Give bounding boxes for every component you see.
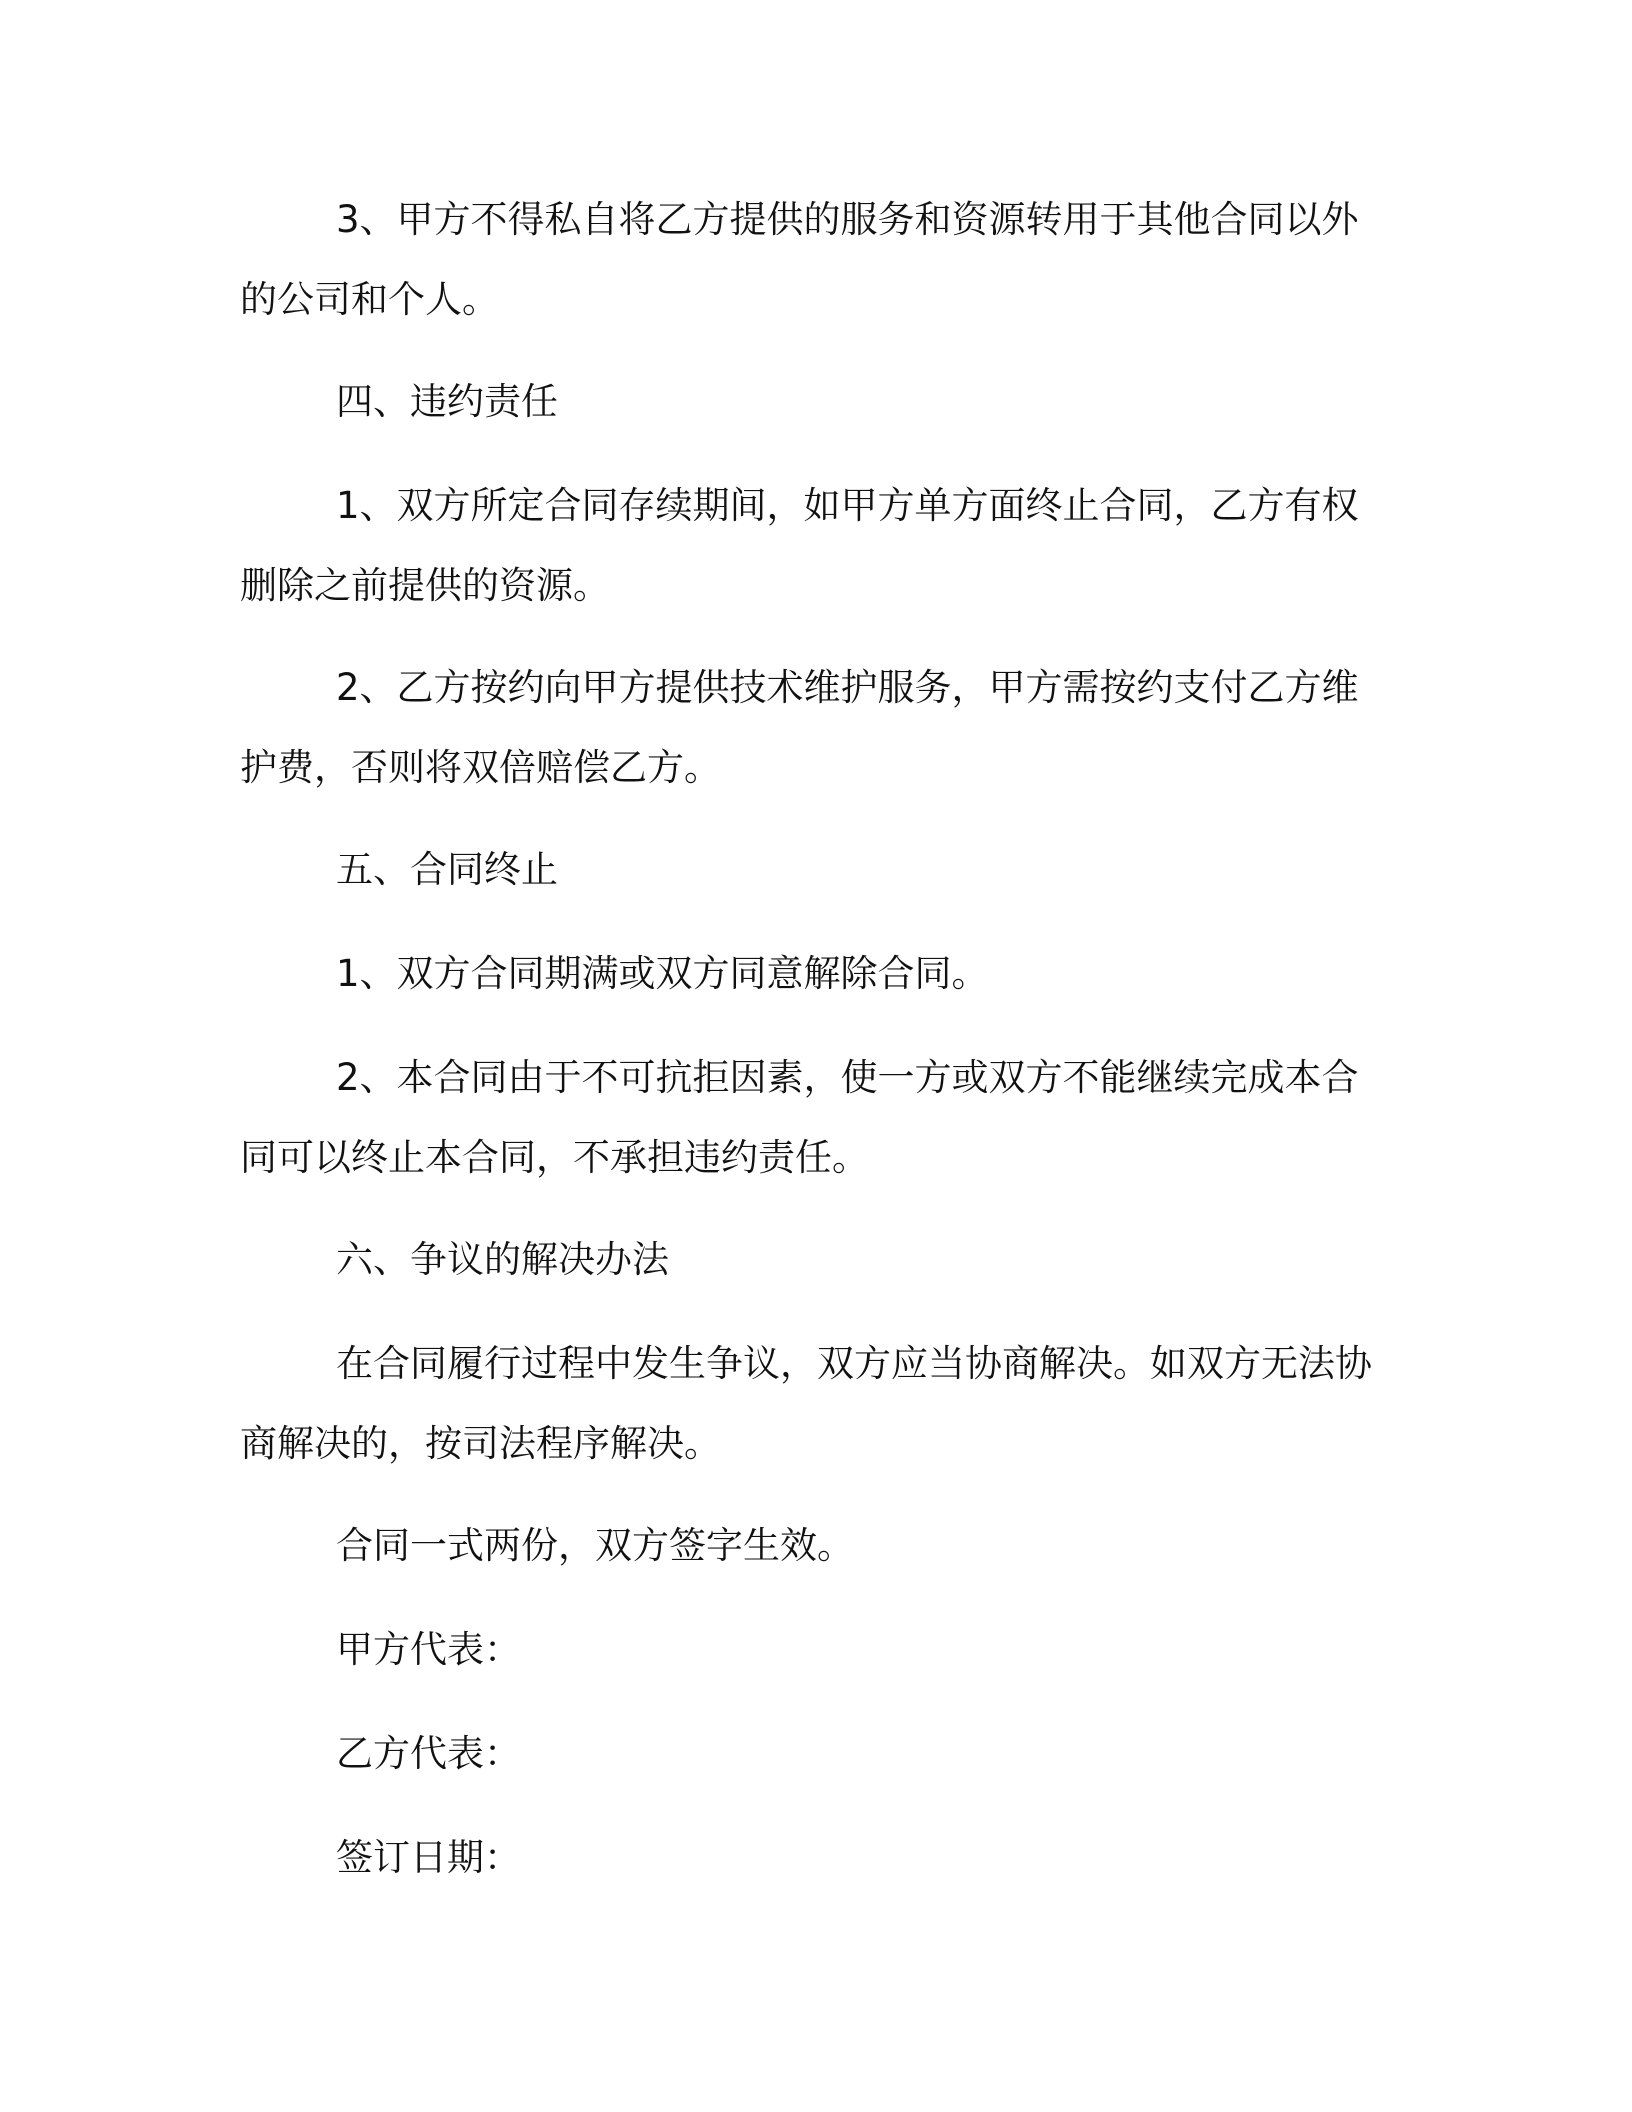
copies-paragraph: 合同一式两份，双方签字生效。: [336, 1524, 854, 1567]
section-heading-termination: 五、合同终止: [336, 848, 558, 891]
breach-clause-2-paragraph: 2、乙方按约向甲方提供技术维护服务，甲方需按约支付乙方维护费，否则将双倍赔偿乙方。: [240, 666, 1359, 789]
document-body: [240, 180, 1390, 1922]
breach-clause-1-paragraph: 1、双方所定合同存续期间，如甲方单方面终止合同，乙方有权删除之前提供的资源。: [240, 484, 1359, 607]
section-heading-dispute-resolution: 六、争议的解决办法: [336, 1238, 669, 1281]
party-b-signature-label: 乙方代表：: [336, 1732, 521, 1775]
dispute-resolution-paragraph: 在合同履行过程中发生争议，双方应当协商解决。如双方无法协商解决的，按司法程序解决。: [240, 1342, 1372, 1465]
section-heading-breach-liability: 四、违约责任: [336, 380, 558, 423]
termination-clause-1-paragraph: 1、双方合同期满或双方同意解除合同。: [336, 952, 989, 995]
termination-clause-2-paragraph: 2、本合同由于不可抗拒因素，使一方或双方不能继续完成本合同可以终止本合同，不承担违约责任。: [240, 1056, 1359, 1179]
clause-3-paragraph: 3、甲方不得私自将乙方提供的服务和资源转用于其他合同以外的公司和个人。: [240, 198, 1359, 321]
party-a-signature-label: 甲方代表：: [336, 1628, 521, 1671]
signing-date-label: 签订日期：: [336, 1836, 521, 1879]
